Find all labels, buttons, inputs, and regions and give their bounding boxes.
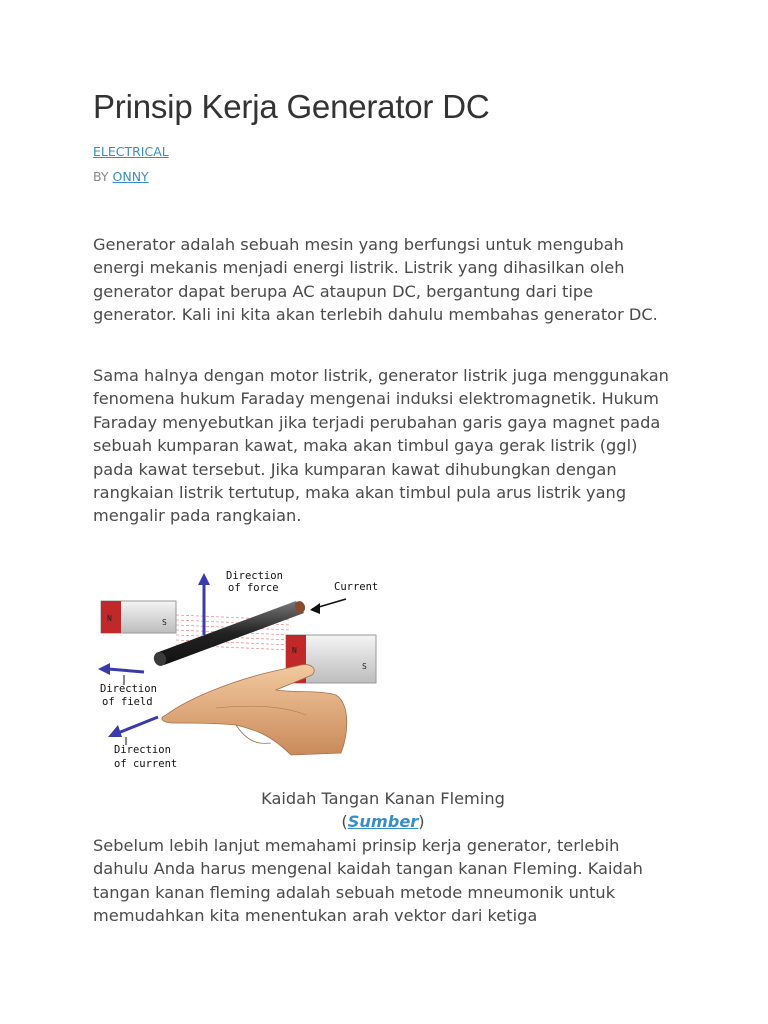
magnet-right-south-label: S — [362, 662, 367, 671]
category-link[interactable]: ELECTRICAL — [93, 144, 169, 159]
author-link[interactable]: ONNY — [112, 169, 149, 184]
figure-caption — [93, 787, 673, 834]
field-label-line1: Direction — [100, 683, 157, 695]
current-pointer-arrow — [310, 599, 346, 614]
page-title: Prinsip Kerja Generator DC — [93, 88, 490, 125]
caption-source-open: ( — [341, 812, 348, 832]
fleming-right-hand-rule-figure — [96, 565, 396, 775]
magnet-right-north-label: N — [292, 646, 297, 655]
field-label-line2: of field — [102, 696, 153, 708]
force-arrow — [198, 573, 210, 635]
current-label-line1: Direction — [114, 744, 171, 756]
paragraph: Generator adalah sebuah mesin yang berfungsi untuk mengubah energi mekanis menjadi energi listrik. Listrik yang dihasilkan oleh generator dapat berupa AC ataupun DC, bergantung dari tipe generator. Kali ini kita akan terlebih dahulu membahas generator DC. — [93, 235, 658, 325]
caption-source — [93, 810, 673, 833]
current-label-line2: of current — [114, 758, 178, 770]
paragraph: Sama halnya dengan motor listrik, generator listrik juga menggunakan fenomena hukum Faraday mengenai induksi elektromagnetik. Hukum Faraday menyebutkan jika terjadi perubahan garis gaya magnet pada sebuah kumparan kawat, maka akan timbul gaya gerak listrik (ggl) pada kawat tersebut. Jika kumparan kawat dihubungkan dengan rangkaian listrik tertutup, maka akan timbul pula arus listrik yang mengalir pada rangkaian. — [93, 366, 669, 526]
magnet-left-north-label: N — [107, 614, 112, 623]
byline — [93, 169, 149, 184]
caption-text: Kaidah Tangan Kanan Fleming — [261, 789, 505, 808]
byline-prefix: BY — [93, 169, 109, 184]
magnet-left-south-label: S — [162, 618, 167, 627]
current-wire-label: Current — [334, 581, 379, 593]
magnet-left — [101, 601, 176, 633]
field-arrow — [98, 663, 144, 675]
current-arrow — [108, 717, 158, 737]
paragraph: Sebelum lebih lanjut memahami prinsip kerja generator, terlebih dahulu Anda harus mengenal kaidah tangan kanan Fleming. Kaidah tangan kanan fleming adalah sebuah metode mneumonik untuk memudahkan kita menentukan arah vektor dari ketiga — [93, 836, 643, 926]
source-link[interactable]: Sumber — [347, 812, 419, 832]
force-label-line2: of force — [228, 582, 279, 594]
caption-source-close: ) — [418, 812, 425, 832]
force-label-line1: Direction — [226, 570, 283, 582]
